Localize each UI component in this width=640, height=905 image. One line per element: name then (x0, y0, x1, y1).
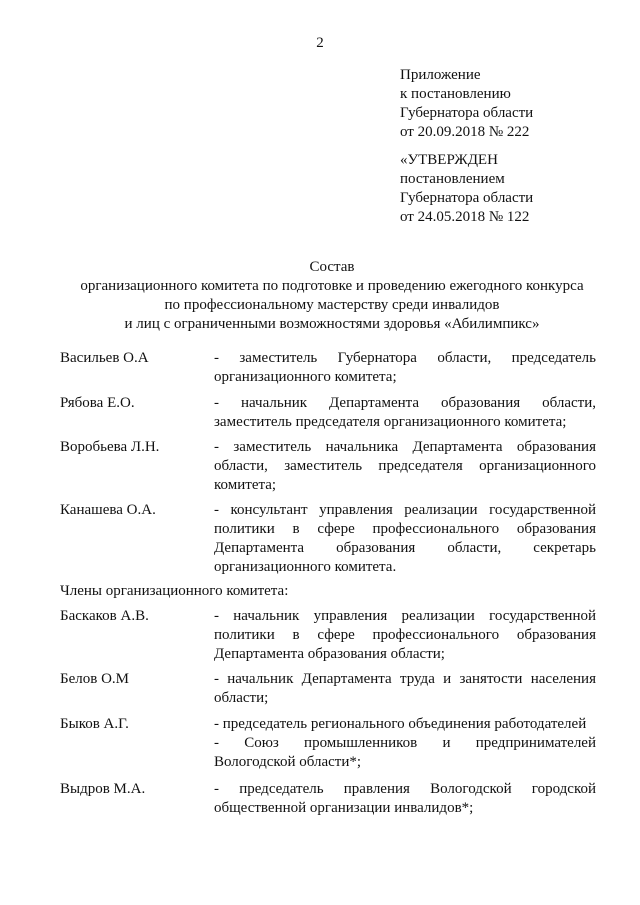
role-line: - председатель правления Вологодской городской (214, 781, 596, 797)
role-line: - заместитель Губернатора области, председатель (214, 350, 596, 366)
role-line: - начальник управления реализации государственной (214, 608, 596, 624)
appendix-stamp (400, 66, 600, 142)
approval-line: от 24.05.2018 № 122 (400, 209, 530, 225)
approval-stamp (400, 151, 600, 227)
approval-line: «УТВЕРЖДЕН (400, 152, 498, 168)
title-line: Состав (309, 259, 355, 275)
member-name: Быков А.Г. (60, 716, 129, 732)
title-line: по профессиональному мастерству среди инвалидов (164, 297, 500, 313)
role-line: организационного комитета. (214, 559, 397, 575)
document-title (60, 258, 604, 334)
role-line: политики в сфере профессионального образования (214, 521, 596, 537)
member-name: Воробьева Л.Н. (60, 439, 160, 455)
role-line: - начальник Департамента труда и занятости населения (214, 671, 596, 687)
role-line: - консультант управления реализации государственной (214, 502, 596, 518)
member-name: Баскаков А.В. (60, 608, 149, 624)
page-number: 2 (316, 35, 324, 51)
member-role (214, 349, 596, 387)
role-line: политики в сфере профессионального образования (214, 627, 596, 643)
member-name: Белов О.М (60, 671, 130, 687)
appendix-line: Приложение (400, 67, 481, 83)
role-line: - Союз промышленников и предпринимателей (214, 735, 596, 751)
member-role (214, 670, 596, 708)
appendix-line: к постановлению (400, 86, 511, 102)
title-line: организационного комитета по подготовке и проведению ежегодного конкурса (80, 278, 584, 294)
role-line: - председатель регионального объединения работодателей (214, 716, 587, 732)
member-name: Рябова Е.О. (60, 395, 135, 411)
role-line: организационного комитета; (214, 369, 397, 385)
member-role (214, 780, 596, 818)
role-line: - начальник Департамента образования области, (214, 395, 596, 411)
appendix-line: от 20.09.2018 № 222 (400, 124, 530, 140)
role-line: Вологодской области*; (214, 754, 362, 770)
title-line: и лиц с ограниченными возможностями здоровья «Абилимпикс» (124, 316, 540, 332)
member-name: Канашева О.А. (60, 502, 156, 518)
role-line: общественной организации инвалидов*; (214, 800, 474, 816)
role-line: области; (214, 690, 269, 706)
member-name: Выдров М.А. (60, 781, 146, 797)
approval-line: Губернатора области (400, 190, 534, 206)
committee-heading: Члены организационного комитета: (60, 583, 289, 599)
role-line: области, заместитель председателя организационного (214, 458, 596, 474)
approval-line: постановлением (400, 171, 505, 187)
member-name: Васильев О.А (60, 350, 149, 366)
role-line: - заместитель начальника Департамента образования (214, 439, 596, 455)
member-role (214, 715, 596, 772)
appendix-line: Губернатора области (400, 105, 534, 121)
role-line: Департамента образования области; (214, 646, 445, 662)
role-line: заместитель председателя организационного комитета; (214, 414, 567, 430)
member-role (214, 438, 596, 495)
role-line: Департамента образования области, секретарь (214, 540, 596, 556)
member-role (214, 607, 596, 664)
member-role (214, 394, 596, 432)
role-line: комитета; (214, 477, 277, 493)
member-role (214, 501, 596, 577)
